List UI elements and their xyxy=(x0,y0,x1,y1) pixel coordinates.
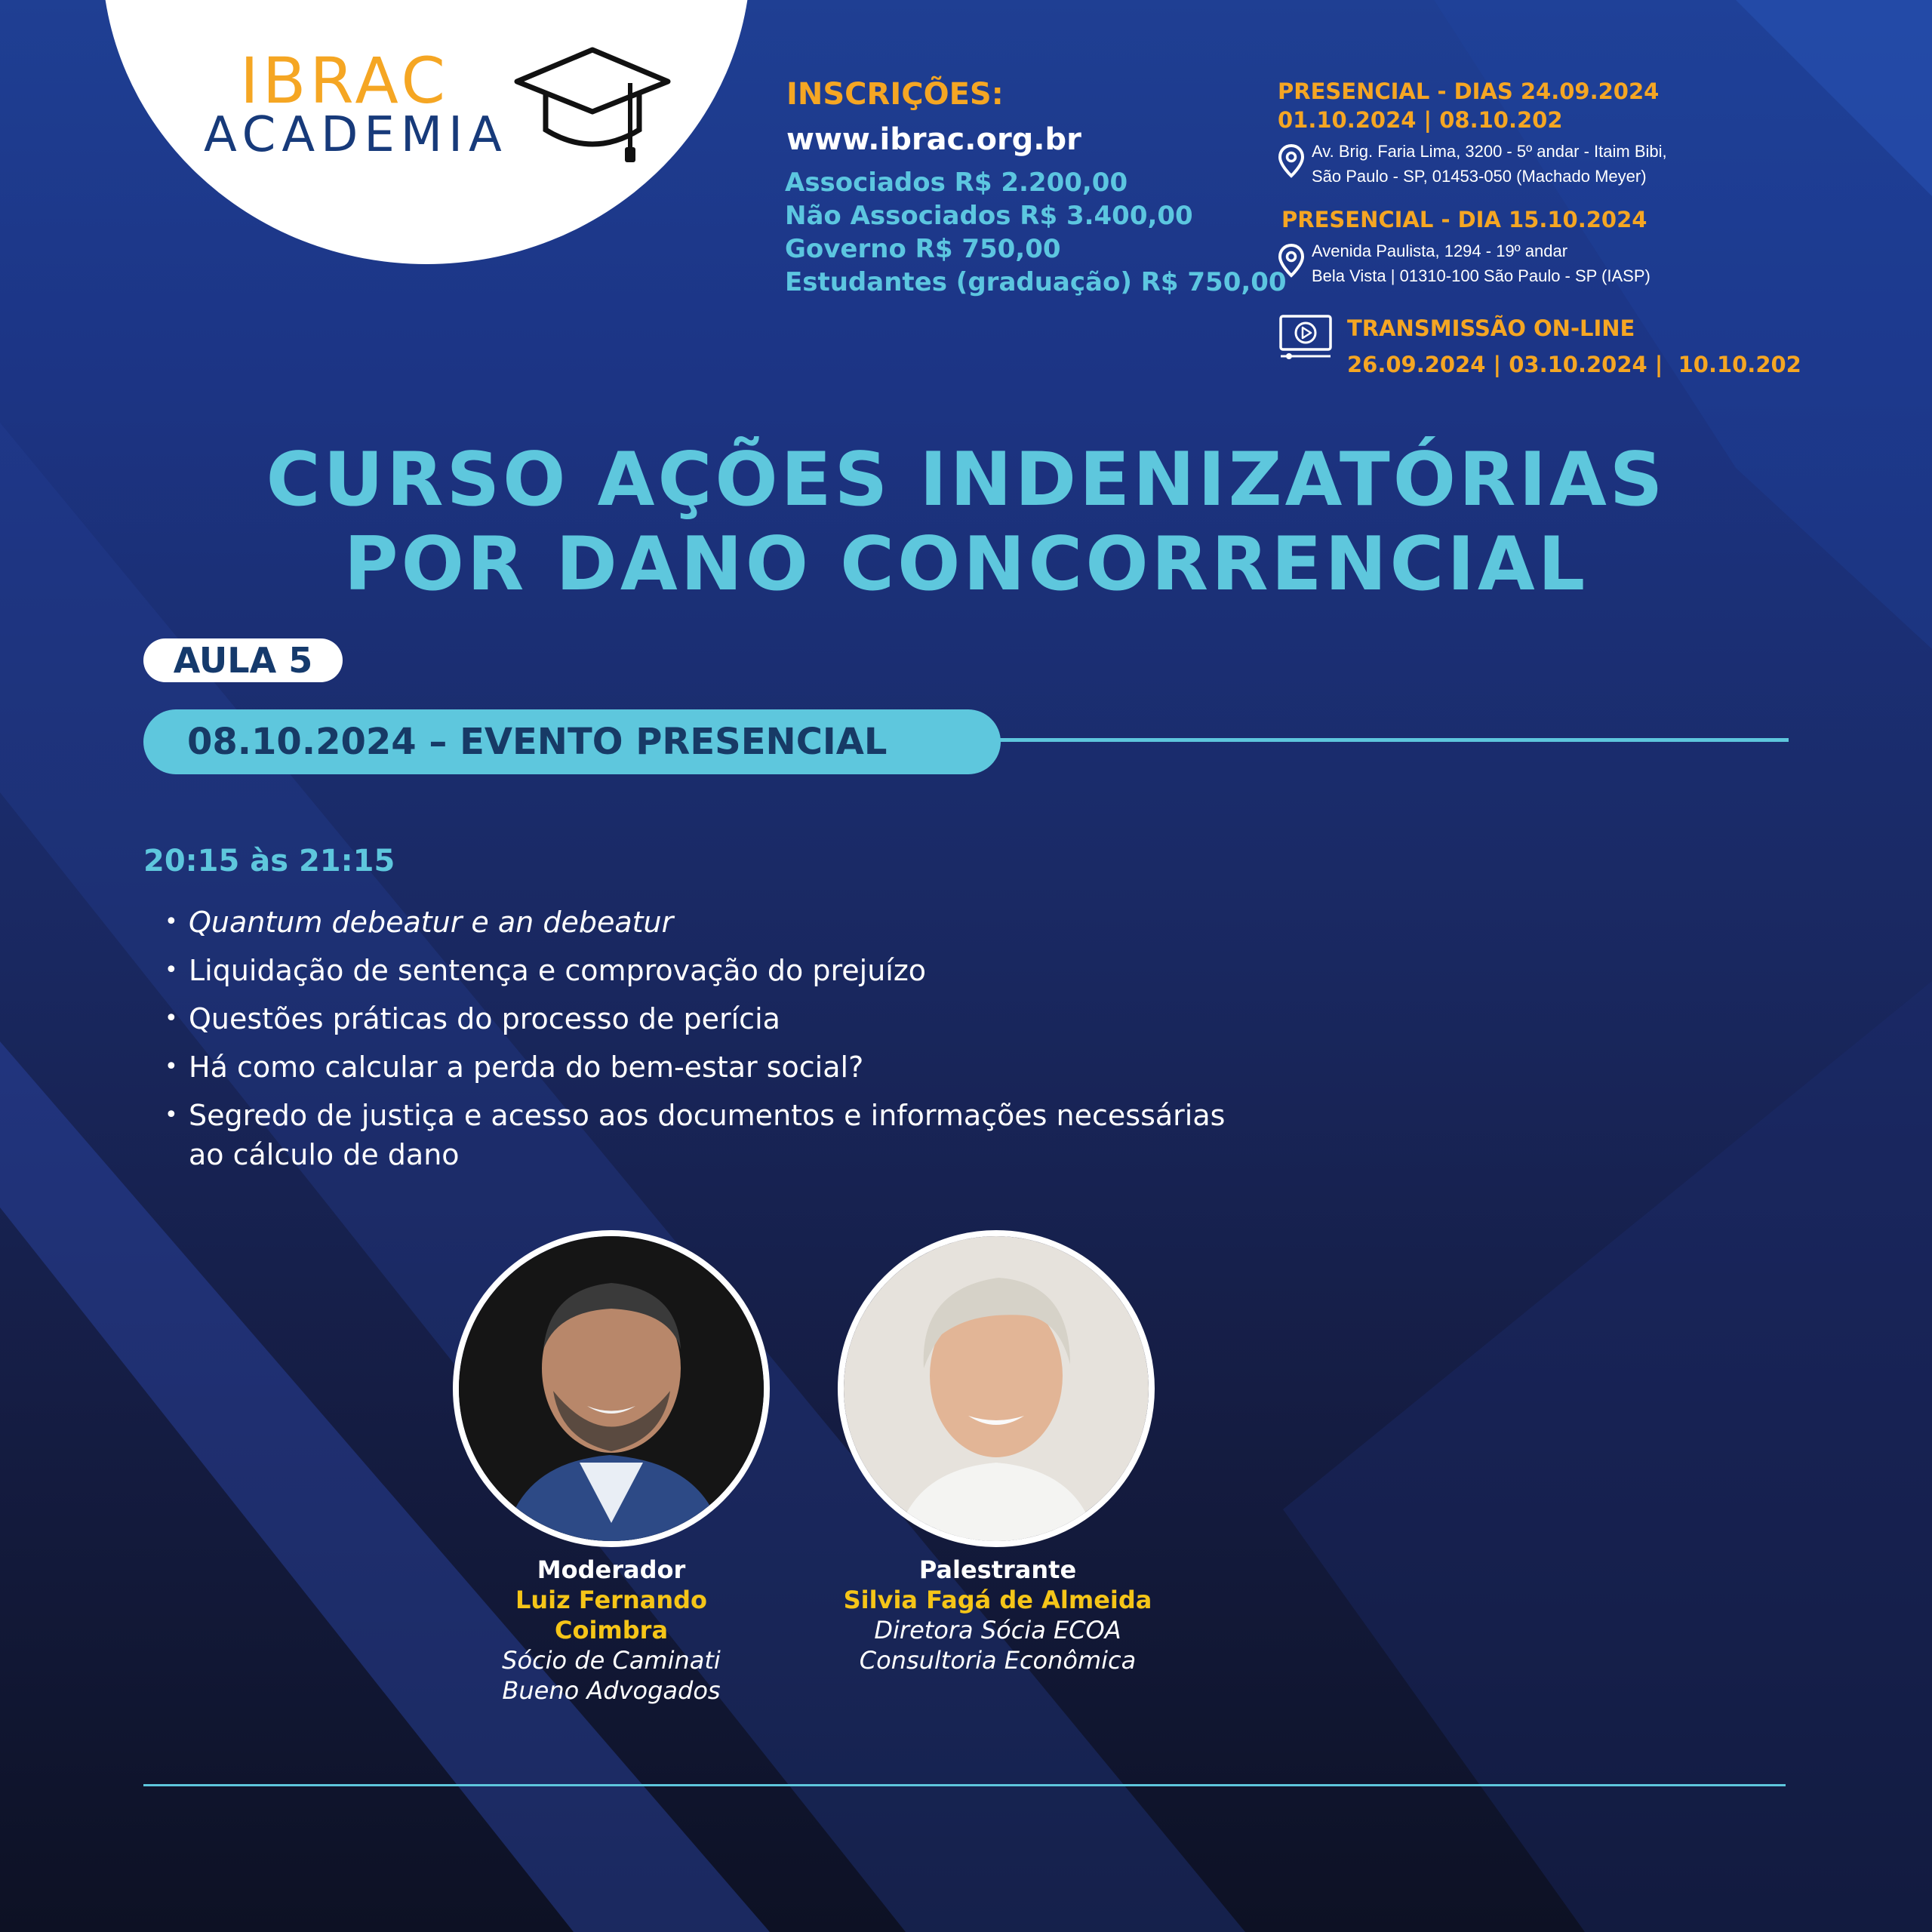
list-item xyxy=(165,999,1297,1038)
list-item xyxy=(165,903,1297,942)
registration-url[interactable]: www.ibrac.org.br xyxy=(786,122,1081,157)
speaker-affiliation-line-2: Consultoria Econômica xyxy=(859,1646,1137,1675)
online-title: TRANSMISSÃO ON-LINE xyxy=(1347,315,1635,341)
price-estudantes: Estudantes (graduação) R$ 750,00 xyxy=(785,267,1287,297)
speaker-role: Palestrante xyxy=(918,1555,1077,1584)
price-associados: Associados R$ 2.200,00 xyxy=(785,168,1128,198)
topic-text: Liquidação de sentença e comprovação do prejuízo xyxy=(189,954,927,987)
event-divider xyxy=(996,738,1789,742)
moderator-affiliation-line-1: Sócio de Caminati xyxy=(502,1646,721,1675)
logo-ibrac: IBRAC xyxy=(240,44,449,118)
course-title xyxy=(0,438,1932,607)
session-time: 20:15 às 21:15 xyxy=(143,844,395,878)
address-2-line-1: Avenida Paulista, 1294 - 19º andar xyxy=(1312,242,1568,260)
list-item xyxy=(165,1048,1297,1087)
course-title-line-1: CURSO AÇÕES INDENIZATÓRIAS xyxy=(266,437,1666,523)
moderator-name-line-2: Coimbra xyxy=(554,1616,669,1644)
topic-text: Há como calcular a perda do bem-estar social? xyxy=(189,1051,864,1084)
event-date-banner: 08.10.2024 – EVENTO PRESENCIAL xyxy=(143,709,1001,774)
price-nao-associados: Não Associados R$ 3.400,00 xyxy=(785,201,1193,231)
price-governo: Governo R$ 750,00 xyxy=(785,234,1061,264)
online-dates: 26.09.2024 | 03.10.2024 | 10.10.202 xyxy=(1347,352,1801,377)
bullet-icon: • xyxy=(165,1005,178,1032)
speaker-affiliation-line-1: Diretora Sócia ECOA xyxy=(874,1616,1121,1644)
topic-text: Segredo de justiça e acesso aos documentos e informações necessárias ao cálculo de dano xyxy=(189,1099,1226,1171)
course-title-line-2: POR DANO CONCORRENCIAL xyxy=(343,521,1589,608)
presencial-dates-1: PRESENCIAL - DIAS 24.09.2024 xyxy=(1278,78,1660,104)
address-2-line-2: Bela Vista | 01310-100 São Paulo - SP (IASP) xyxy=(1312,266,1651,285)
moderator-name-line-1: Luiz Fernando xyxy=(515,1586,707,1614)
location-pin-icon xyxy=(1278,243,1305,278)
moderator-affiliation-line-2: Bueno Advogados xyxy=(502,1676,721,1705)
presencial-date-3: PRESENCIAL - DIA 15.10.2024 xyxy=(1281,207,1647,232)
bottom-divider xyxy=(143,1784,1786,1786)
moderator-photo xyxy=(453,1230,770,1547)
location-pin-icon xyxy=(1278,143,1305,178)
topic-list xyxy=(165,903,1297,1183)
speaker-photo xyxy=(838,1230,1155,1547)
graduation-cap-icon xyxy=(509,45,675,170)
bullet-icon: • xyxy=(165,1102,178,1128)
list-item xyxy=(165,951,1297,990)
presencial-dates-2: 01.10.2024 | 08.10.202 xyxy=(1278,107,1563,133)
address-1-line-2: São Paulo - SP, 01453-050 (Machado Meyer) xyxy=(1312,167,1647,186)
bullet-icon: • xyxy=(165,909,178,935)
speaker-name: Silvia Fagá de Almeida xyxy=(843,1586,1152,1614)
moderator-info xyxy=(415,1555,808,1706)
bullet-icon: • xyxy=(165,1054,178,1080)
list-item xyxy=(165,1096,1245,1174)
registration-title: INSCRIÇÕES: xyxy=(786,77,1004,112)
moderator-role: Moderador xyxy=(537,1555,686,1584)
topic-text: Quantum debeatur e an debeatur xyxy=(189,906,674,939)
speaker-info xyxy=(801,1555,1194,1675)
address-1-line-1: Av. Brig. Faria Lima, 3200 - 5º andar - Itaim Bibi, xyxy=(1312,142,1667,161)
aula-badge: AULA 5 xyxy=(143,638,343,682)
logo-academia: ACADEMIA xyxy=(204,107,508,163)
video-play-icon xyxy=(1278,314,1333,361)
bullet-icon: • xyxy=(165,957,178,983)
topic-text: Questões práticas do processo de perícia xyxy=(189,1002,780,1035)
